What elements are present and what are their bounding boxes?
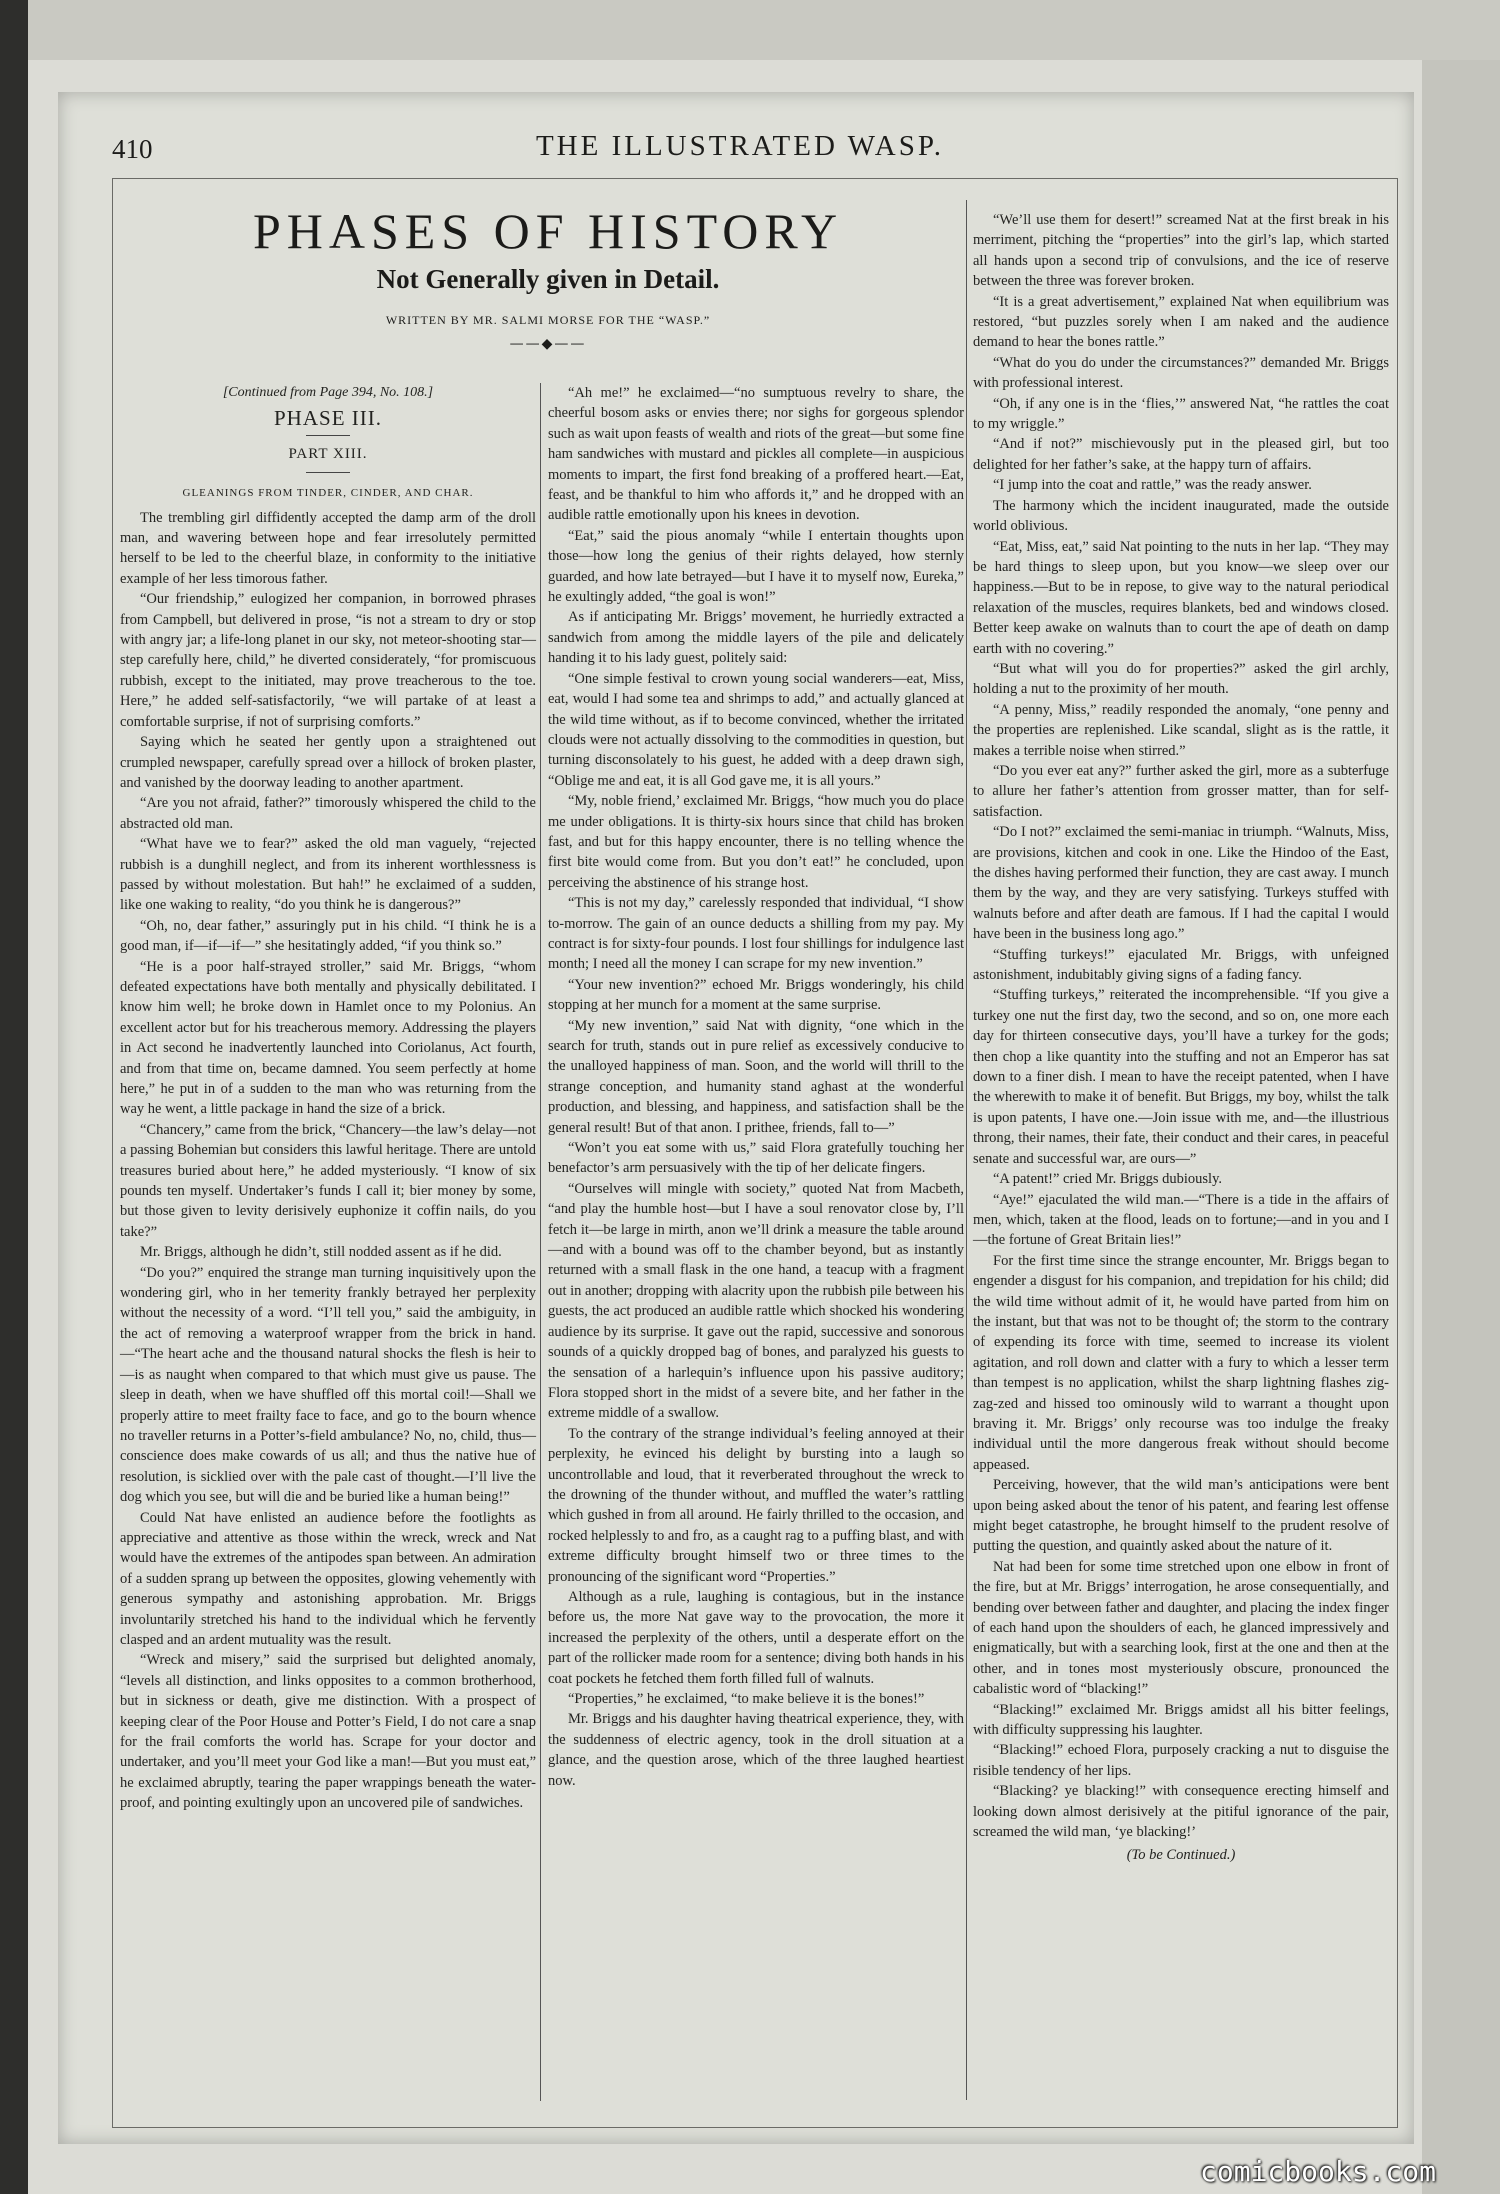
paragraph: “My new invention,” said Nat with dignity, “one which in the search for truth, stands out in pure relief as excessively conducive to the unalloyed happiness of man. Soon, and the world will thrill to the strange conception, and humanity stand aghast at the wonderful production, and blessing, and happiness, and satisfaction shall be the general result! But of that anon. I prithee, friends, fall to—” — [548, 1017, 964, 1136]
paragraph: For the first time since the strange encounter, Mr. Briggs began to engender a disgust for his companion, and trepidation for his child; did the wild time without admit of it, he would have parted from him on the instant, but that was not to be thought of; the storm to the contrary of expending its force with time, seemed to increase its violent agitation, and roll down and clatter with a fury to which a lesser term than tempest is no application, whilst the sharp lightning flashes zig-zag-zed and hissed too ominously wild to warrant a thought upon braving it. Mr. Briggs’ only recourse was too indulge the freaky individual until the more dangerous freak without should become appeased. — [973, 1252, 1389, 1473]
scan-margin-right — [1422, 60, 1500, 2194]
scan-margin-top — [28, 0, 1500, 60]
paragraph: “And if not?” mischievously put in the pleased girl, but too delighted for her father’s sake, at the happy turn of affairs. — [973, 436, 1389, 473]
article-subtitle: Not Generally given in Detail. — [376, 264, 720, 294]
column-rule-1 — [540, 383, 541, 2101]
paragraph: “Are you not afraid, father?” timorously whispered the child to the abstracted old man. — [120, 795, 536, 832]
paragraph: “Wreck and misery,” said the surprised but delighted anomaly, “levels all distinction, and links opposites to a common brotherhood, but in sickness or death, give me distinction. With a prospect of keeping clear of the Poor House and Potter’s Field, I do not care a snap for the frail comforts the world has. Scrape for your doctor and undertaker, and you’ll meet your God like a man!—But you must eat,” he exclaimed abruptly, tearing the paper wrappings beneath the water-proof, and pointing exultingly upon an uncovered pile of sandwiches. — [120, 1652, 536, 1812]
paragraph: “We’ll use them for desert!” screamed Nat at the first break in his merriment, pitching the “properties” into the girl’s lap, which started all hands upon a second trip of convulsions, and the ice of reserve between the three was forever broken. — [973, 212, 1389, 290]
paragraph: Nat had been for some time stretched upon one elbow in front of the fire, but at Mr. Briggs’ interrogation, he arose consequentially, and bending over between father and daughter, and placing the index finger of each hand upon the shoulders of each, he glanced impressively and enigmatically, but with a searching look, first at the one and then at the other, and in tones most mysteriously obscure, pronounced the cabalistic word of “blacking!” — [973, 1558, 1389, 1698]
paragraph: “My, noble friend,’ exclaimed Mr. Briggs, “how much you do place me under obligations. It is thirty-six hours since that child has broken fast, and but for this happy encounter, there is no telling whence the first bite would come from. But you don’t eat!” he concluded, upon perceiving the abstinence of his strange host. — [548, 793, 964, 891]
article-heading — [124, 196, 972, 352]
short-rule — [306, 472, 350, 473]
part-heading: PART XIII. — [288, 445, 368, 462]
paragraph: “Ah me!” he exclaimed—“no sumptuous revelry to share, the cheerful bosom asks or envies there; nor sighs for gorgeous splendor such as wait upon feasts of wealth and riots of the great—but some fine ham sandwiches with mustard and pickles all complete—in auspicious moments to impart, the first fond breaking of a proffered heart.—Eat, feast, and be thankful to him who affords it,” and he dropped with an audible rattle emotionally upon his knees in devotion. — [548, 385, 964, 524]
paragraph: “He is a poor half-strayed stroller,” said Mr. Briggs, “whom defeated expectations have both mentally and physically debilitated. I know him well; he broke down in Hamlet once to my Polonius. An excellent actor but for his treacherous memory. Addressing the players in Act second he inadvertently launched into Coriolanus, Act fourth, and from that time on, became damned. You seem perfectly at home here,” he put in of a sudden to the man who was returning from the way he went, a little package in hand the size of a brick. — [120, 958, 536, 1118]
paragraph: “Eat,” said the pious anomaly “while I entertain thoughts upon those—how long the genius of their rights delayed, how sternly guarded, and how late betrayed—but I have it to myself now, Eureka,” he exultingly added, “the goal is won!” — [548, 527, 964, 606]
phase-heading: PHASE III. — [274, 406, 382, 431]
paragraph: “Properties,” he exclaimed, “to make believe it is the bones!” — [568, 1691, 925, 1707]
byline: WRITTEN BY MR. SALMI MORSE FOR THE “WASP.” — [385, 313, 711, 327]
paragraph: “Blacking!” exclaimed Mr. Briggs amidst all his bitter feelings, with difficulty suppressing his laughter. — [973, 1701, 1389, 1739]
paragraph: “Blacking? ye blacking!” with consequence erecting himself and looking down almost derisively at the pitiful ignorance of the pair, screamed the wild man, ‘ye blacking!’ — [973, 1783, 1389, 1841]
paragraph: “This is not my day,” carelessly responded that individual, “I show to-morrow. The gain of an ounce deducts a shilling from my pay. My contract is for sixty-four pounds. I lost four shillings for indulgence last month; I need all the money I can scrape for my new invention.” — [548, 895, 964, 973]
paragraph: “But what will you do for properties?” asked the girl archly, holding a nut to the proximity of her mouth. — [973, 660, 1389, 698]
masthead: THE ILLUSTRATED WASP. — [535, 130, 945, 162]
paragraph: “Do you?” enquired the strange man turning inquisitively upon the wondering girl, who in her temerity frankly betrayed her perplexity without the necessity of a word. “I’ll tell you,” said the ambiguity, in the act of removing a waterproof wrapper from the brick in hand.—“The heart ache and the thousand natural shocks the flesh is heir to—is as naught when compared to that which must give us pause. The sleep in death, when we have shuffled off this mortal coil!—Shall we properly attire to meet frailty face to face, and go to the bourn whence no traveller returns in a Potter’s-field ambulance? No, no, child, thus—conscience does make cowards of us all; and thus the native hue of resolution, is sicklied over with the pale cast of thought.—I’ll live the dog which you see, but will die and be buried like a human being!” — [120, 1264, 536, 1506]
paragraph: “Chancery,” came from the brick, “Chancery—the law’s delay—not a passing Bohemian but considers this lawful heritage. There are untold treasures buried about here,” he added mysteriously. “I know of six pounds ten myself. Undertaker’s funds I call it; bier money by some, but those given to levity derisively euphonize it coffin nails, do you take?” — [120, 1121, 536, 1240]
watermark: comicbooks.com — [1200, 2155, 1437, 2188]
column-1 — [120, 383, 536, 1814]
paragraph: “Oh, no, dear father,” assuringly put in his child. “I think he is a good man, if—if—if—” she hesitatingly added, “if you think so.” — [120, 917, 536, 955]
continued-note: [Continued from Page 394, No. 108.] — [222, 385, 434, 400]
article-title: PHASES OF HISTORY — [252, 203, 844, 259]
paragraph: “Eat, Miss, eat,” said Nat pointing to the nuts in her lap. “They may be hard things to sleep upon, but you know—we sleep over our happiness.—But to be in repose, to give way to the natural periodical relaxation of the muscles, requires blankets, bed and windows closed. Better keep awake on walnuts than to court the ape of death on damp earth with no covering.” — [973, 538, 1389, 657]
paragraph: “Blacking!” echoed Flora, purposely cracking a nut to disguise the risible tendency of her lips. — [973, 1742, 1389, 1779]
short-rule — [306, 435, 350, 436]
paragraph: “I jump into the coat and rattle,” was the ready answer. — [993, 477, 1312, 494]
paragraph: Mr. Briggs and his daughter having theatrical experience, they, with the suddenness of electric agency, took in the droll situation at a glance, and the question arose, which of the three laughed heartiest now. — [548, 1711, 964, 1789]
paragraph: “A penny, Miss,” readily responded the anomaly, “one penny and the properties are replenished. Like scandal, slight as is the rattle, it makes a terrible noise when stirred.” — [973, 701, 1389, 759]
paragraph: “Your new invention?” echoed Mr. Briggs wonderingly, his child stopping at her munch for a moment at the same surprise. — [548, 976, 964, 1014]
paragraph: “Oh, if any one is in the ‘flies,’” answered Nat, “he rattles the coat to my wriggle.” — [973, 395, 1389, 433]
paragraph: Although as a rule, laughing is contagious, but in the instance before us, the more Nat gave way to the provocation, the more it increased the perplexity of the others, until a desperate effort on the part of the rollicker made room for a sentence; diving both hands in his coat pockets he fetched them forth filled full of walnuts. — [548, 1588, 964, 1687]
paragraph: Mr. Briggs, although he didn’t, still nodded assent as if he did. — [140, 1244, 502, 1261]
column-1-body — [120, 508, 536, 1814]
column-2-body — [548, 383, 964, 1791]
section-heading: GLEANINGS FROM TINDER, CINDER, AND CHAR. — [182, 487, 474, 500]
paragraph: “Won’t you eat some with us,” said Flora gratefully touching her benefactor’s arm persuasively with the tip of her delicate fingers. — [548, 1140, 964, 1177]
paragraph: “Our friendship,” eulogized her companion, in borrowed phrases from Campbell, but delivered in prose, “is not a stream to dry or stop with angry jar; a life-long planet in our sky, not meteor-shooting star—step carefully here, child,” he diverted considerately, “for promiscuous rubbish, except to the initiated, may prove treacherous to the toe. Here,” he added self-satisfactorily, “we will partake of at least a comfortable surprise, if not of surprising comforts.” — [120, 591, 536, 730]
paragraph: “A patent!” cried Mr. Briggs dubiously. — [993, 1171, 1223, 1188]
paragraph: “Stuffing turkeys,” reiterated the incomprehensible. “If you give a turkey one nut the first day, two the second, and so on, one more each day for thirteen consecutive days, you’ll have a turkey for the gods; then chop a like quantity into the stuffing and not an Emperor has sat down to a finer dish. I mean to have the receipt patented, when I have the wherewith to make it of benefit. But Briggs, my boy, whilst the talk is upon patents, I have one.—Join issue with me, and—the illustrious throng, their names, their fate, their conduct and their cares, in peaceful senate and successful war, are ours—” — [973, 987, 1389, 1167]
paragraph: “Ourselves will mingle with society,” quoted Nat from Macbeth, “and play the humble host—but I have a soul renovator close by, I’ll fetch it—be large in mirth, anon we’ll drink a measure the table around—and with a bound was off to the chamber beyond, but as instantly returned with a small flask in the one hand, a teacup with a fragment out in another; dropping with alacrity upon the rubbish pile between his guests, the act produced an audible rattle which shocked his wondering audience by its surprise. It gave out the rapid, successive and sonorous sounds of a quickly dropped bag of bones, and paralyzed his guests to the sensation of a harlequin’s influence upon his passive auditory; Flora stopped short in the midst of a severe bite, and her father in the extreme middle of a swallow. — [548, 1180, 964, 1422]
paragraph: Perceiving, however, that the wild man’s anticipations were bent upon being asked about the tenor of his patent, and fearing lest offense might beget catastrophe, he brought himself to the prudent resolve of putting the question, and quaintly asked about the nature of it. — [973, 1477, 1389, 1555]
column-3 — [973, 210, 1389, 1865]
paragraph: “One simple festival to crown young social wanderers—eat, Miss, eat, would I had some tea and shrimps to add,” and actually glanced at the wild time without, as if to become convinced, whether the irritated clouds were not actually dissolving to the commodities in question, but turning disconsolately to his guest, he added with a deep drawn sigh, “Oblige me and eat, it is all God gave me, it is all yours.” — [548, 670, 964, 789]
paragraph: “What have we to fear?” asked the old man vaguely, “rejected rubbish is a dunghill neglect, and from its inherent worthlessness is passed by without molestation. But hah!” he exclaimed of a sudden, like one waking to reality, “do you think he is dangerous?” — [120, 836, 536, 914]
binding-shadow — [0, 0, 28, 2194]
paragraph: To the contrary of the strange individual’s feeling annoyed at their perplexity, he evinced his delight by bursting into a laugh so uncontrollable and loud, that it reverberated throughout the wreck to the drowning of the thunder without, and muffled the water’s rattling which gushed in from all around. He fairly thrilled to the occasion, and rocked helplessly to and fro, as a caught rag to a puffing blast, and with extreme difficulty brought himself two or three times to the pronouncing of the significant word “Properties.” — [548, 1425, 964, 1585]
column-3-body — [973, 210, 1389, 1843]
paragraph: “Aye!” ejaculated the wild man.—“There is a tide in the affairs of men, which, taken at the flood, leads on to fortune;—and in you and I—the fortune of Great Britain lies!” — [973, 1191, 1389, 1249]
paragraph: The harmony which the incident inaugurated, made the outside world oblivious. — [973, 497, 1389, 535]
paragraph: “It is a great advertisement,” explained Nat when equilibrium was restored, “but puzzles sorely when I am naked and the audience demand to hear the bones rattle.” — [973, 293, 1389, 351]
page-number: 410 — [112, 134, 153, 164]
ornament-divider: ——◆—— — [509, 336, 587, 352]
to-be-continued: (To be Continued.) — [1126, 1846, 1236, 1863]
paragraph: “What do you do under the circumstances?” demanded Mr. Briggs with professional interest. — [973, 354, 1389, 392]
paragraph: Could Nat have enlisted an audience before the footlights as appreciative and attentive as those within the wreck, wreck and Nat would have the extremes of the antipodes span between. An admiration of a sudden sprang up between the opposites, glowing vehemently with generous sympathy and astonishing approbation. Mr. Briggs involuntarily stretched his hand to the individual which he fervently clasped and an ardent mutuality was the result. — [120, 1509, 536, 1648]
paragraph: “Do you ever eat any?” further asked the girl, more as a subterfuge to allure her father’s attention from grosser matter, than for self-satisfaction. — [973, 762, 1389, 820]
paragraph: “Stuffing turkeys!” ejaculated Mr. Briggs, with unfeigned astonishment, indubitably giving signs of a fading fancy. — [973, 946, 1389, 984]
column-rule-2 — [966, 200, 967, 2100]
paragraph: “Do I not?” exclaimed the semi-maniac in triumph. “Walnuts, Miss, are provisions, kitchen and cook in one. Like the Hindoo of the East, the dishes having performed their function, they are cast away. I munch them by the way, and they are very satisfying. Turkeys stuffed with walnuts before and after death are famous. If I had the capital I would have been in the business long ago.” — [973, 824, 1389, 943]
paragraph: Saying which he seated her gently upon a straightened out crumpled newspaper, carefully spread over a hillock of broken plaster, and vanished by the doorway leading to another apartment. — [120, 734, 536, 791]
paragraph: As if anticipating Mr. Briggs’ movement, he hurriedly extracted a sandwich from among the middle layers of the pile and delicately handing it to his lady guest, politely said: — [548, 609, 964, 667]
column-2 — [548, 383, 964, 1791]
paragraph: The trembling girl diffidently accepted the damp arm of the droll man, and wavering between hope and fear irresolutely permitted herself to be led to the cheerful blaze, in conformity to the initiative example of her less timorous father. — [120, 509, 536, 587]
